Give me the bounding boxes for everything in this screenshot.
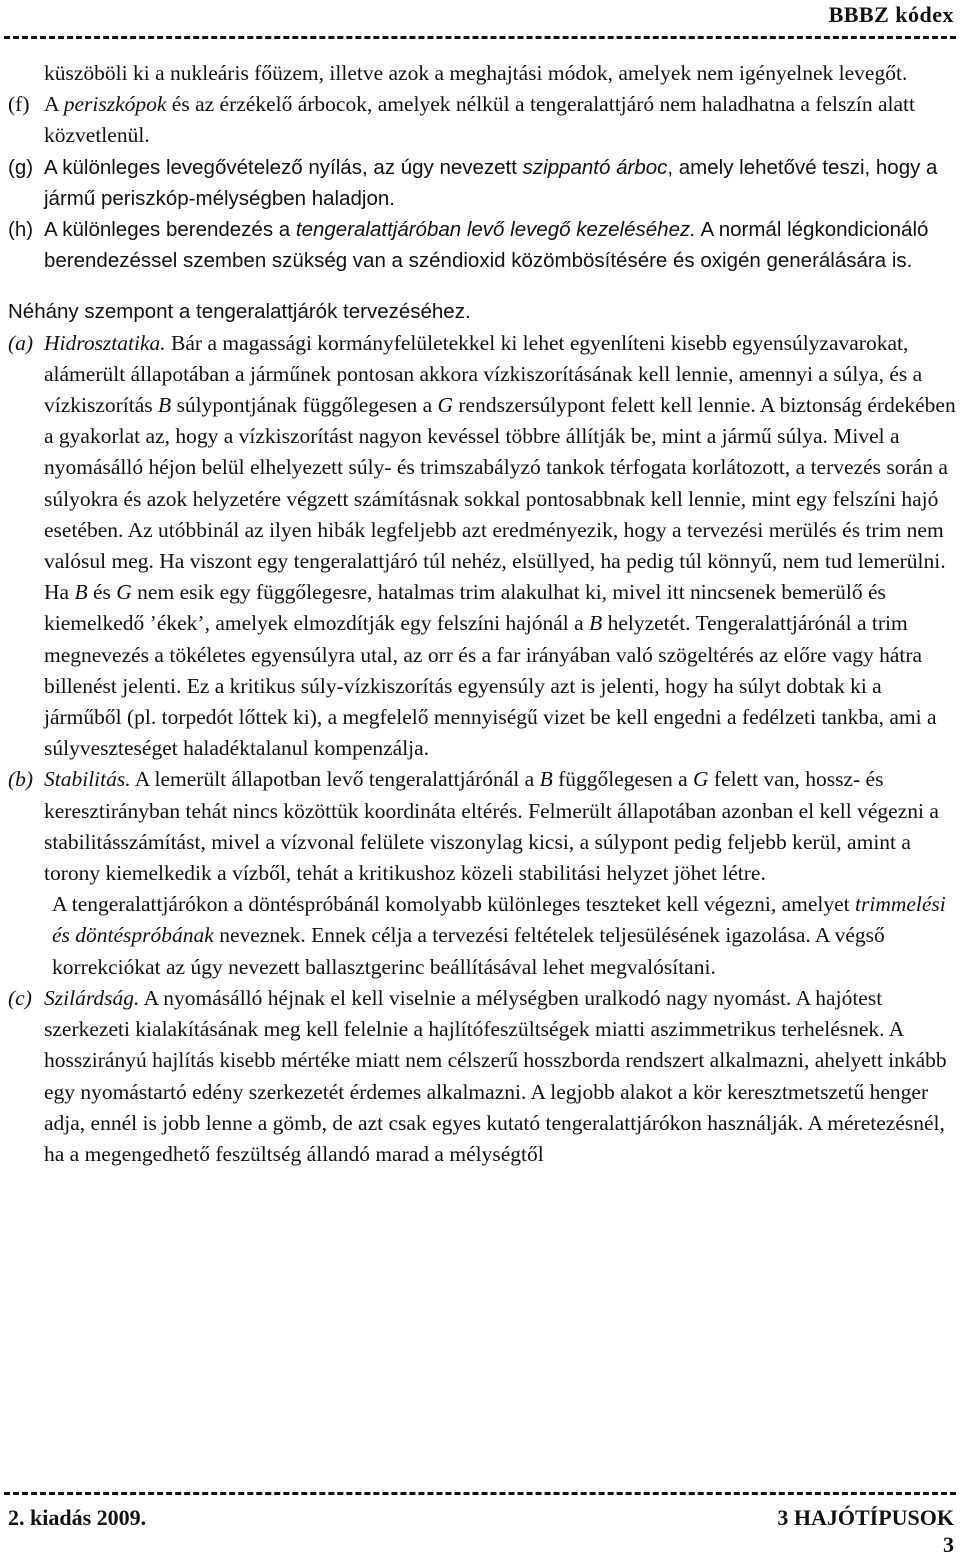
- item-label: (a): [8, 330, 34, 355]
- item-title: Szilárdság.: [44, 985, 140, 1010]
- item-a-hydrostatics: (a) Hidrosztatika. Bár a magassági kormányfelületekkel ki lehet egyenlíteni kisebb egyensúlyzavarokat, alámerült állapotában a járműnek pontosan akkora vízkiszorításának kell lennie, amennyi a súlya, és a vízkiszorítás B súlypontjának függőlegesen a G rendszersúlypont felett kell lennie. A biztonság érdekében a gyakorlat az, hogy a vízkiszorítást nagyon kevéssel többre állítják be, mint a jármű súlya. Mivel a nyomásálló héjon belül elhelyezett súly- és trimszabályzó tankok térfogata korlátozott, a tervezés során a súlyokra és azok helyzetére végzett számításnak sokkal pontosabbnak kell lennie, mint egy felszíni hajó esetében. Az utóbbinál az ilyen hibák legfeljebb azt eredményezik, hogy a tervezési merülés és trim nem valósul meg. Ha viszont egy tengeralattjáró túl nehéz, elsüllyed, ha pedig túl könnyű, nem tud lemerülni. Ha B és G nem esik egy függőlegesre, hatalmas trim alakulhat ki, mivel itt nincsenek bemerülő és kiemelkedő ’ékek’, amelyek elmozdítják egy felszíni hajónál a B helyzetét. Tengeralattjárónál a trim megnevezés a tökéletes egyensúlyra utal, az orr és a far irányában való szögeltérés az előre vagy hátra billenést jelenti. Ez a kritikus súly-vízkiszorítás egyensúly azt is jelenti, hogy ha súlyt dobtak ki a járműből (pl. torpedót lőttek ki), a megfelelő mennyiségű vizet be kell engedni a fedélzeti tankba, ami a súlyveszteséget haladéktalanul kompenzálja.: [8, 328, 956, 765]
- chapter-label: 3 HAJÓTÍPUSOK: [777, 1505, 954, 1530]
- item-label: (f): [8, 92, 30, 117]
- section-heading: Néhány szempont a tengeralattjárók tervezéséhez.: [8, 300, 471, 324]
- document-code: BBBZ kódex: [828, 2, 954, 27]
- item-label: (c): [8, 985, 32, 1010]
- item-h: (h) A különleges berendezés a tengeralattjáróban levő levegő kezeléséhez. A normál légkondicionáló berendezéssel szemben szükség van a széndioxid közömbösítésére és oxigén generálására is.: [8, 214, 956, 276]
- emphasis: trimmelési és döntéspróbának: [52, 892, 946, 948]
- footer-rule: [4, 1492, 956, 1495]
- emphasis: periszkópok: [63, 92, 167, 117]
- item-b-stability: (b) Stabilitás. A lemerült állapotban levő tengeralattjárónál a B függőlegesen a G felett van, hossz- és keresztirányban tehát nincs közöttük koordináta eltérés. Felmerült állapotában azonban el kell végezni a stabilitásszámítást, mivel a vízvonal felülete viszonylag kicsi, a súlypont pedig feljebb kerül, amint a torony kiemelkedik a vízből, tehát a kritikushoz közeli stabilitási helyzet jöhet létre.: [8, 764, 956, 889]
- item-g: (g) A különleges levegővételező nyílás, az úgy nevezett szippantó árboc, amely lehetővé teszi, hogy a jármű periszkóp-mélységben haladjon.: [8, 152, 956, 214]
- item-title: Stabilitás.: [44, 767, 131, 792]
- item-c-strength: (c) Szilárdság. A nyomásálló héjnak el kell viselnie a mélységben uralkodó nagy nyomást. A hajótest szerkezeti kialakításának meg kell felelnie a hajlítófeszültségek miatti aszimmetrikus terhelésnek. A hosszirányú hajlítás kisebb mértéke miatt nem célszerű hosszborda rendszert alkalmazni, ahelyett inkább egy nyomástartó edény szerkezetét érdemes alkalmazni. A legjobb alakot a kör keresztmetszetű henger adja, ennél is jobb lenne a gömb, de azt csak egyes kutató tengeralattjárókon használják. A méretezésnél, ha a megengedhető feszültség állandó marad a mélységtől: [8, 983, 956, 1170]
- emphasis: tengeralattjáróban levő levegő kezeléséhez.: [295, 218, 696, 242]
- item-label: (g): [8, 155, 34, 179]
- spacer: [8, 276, 956, 296]
- sans-block: [8, 152, 956, 328]
- page-body: [8, 58, 956, 1170]
- emphasis: szippantó árboc: [522, 155, 668, 179]
- edition-label: 2. kiadás 2009.: [8, 1505, 147, 1530]
- item-f: (f) A periszkópok és az érzékelő árbocok, amelyek nélkül a tengeralattjáró nem haladhatna a felszín alatt közvetlenül.: [8, 89, 956, 151]
- item-label: (b): [8, 767, 34, 792]
- item-label: (h): [8, 218, 34, 242]
- page-number: 3: [943, 1532, 954, 1557]
- item-b-subparagraph: A tengeralattjárókon a döntéspróbánál komolyabb különleges teszteket kell végezni, amelyet trimmelési és döntéspróbának neveznek. Ennek célja a tervezési feltételek teljesülésének igazolása. A végső korrekciókat az úgy nevezett ballasztgerinc beállításával lehet megvalósítani.: [52, 892, 946, 979]
- item-e-continuation: küszöböli ki a nukleáris főüzem, illetve azok a meghajtási módok, amelyek nem igényelnek levegőt.: [44, 61, 908, 85]
- header-rule: [4, 36, 956, 39]
- item-title: Hidrosztatika.: [44, 330, 166, 355]
